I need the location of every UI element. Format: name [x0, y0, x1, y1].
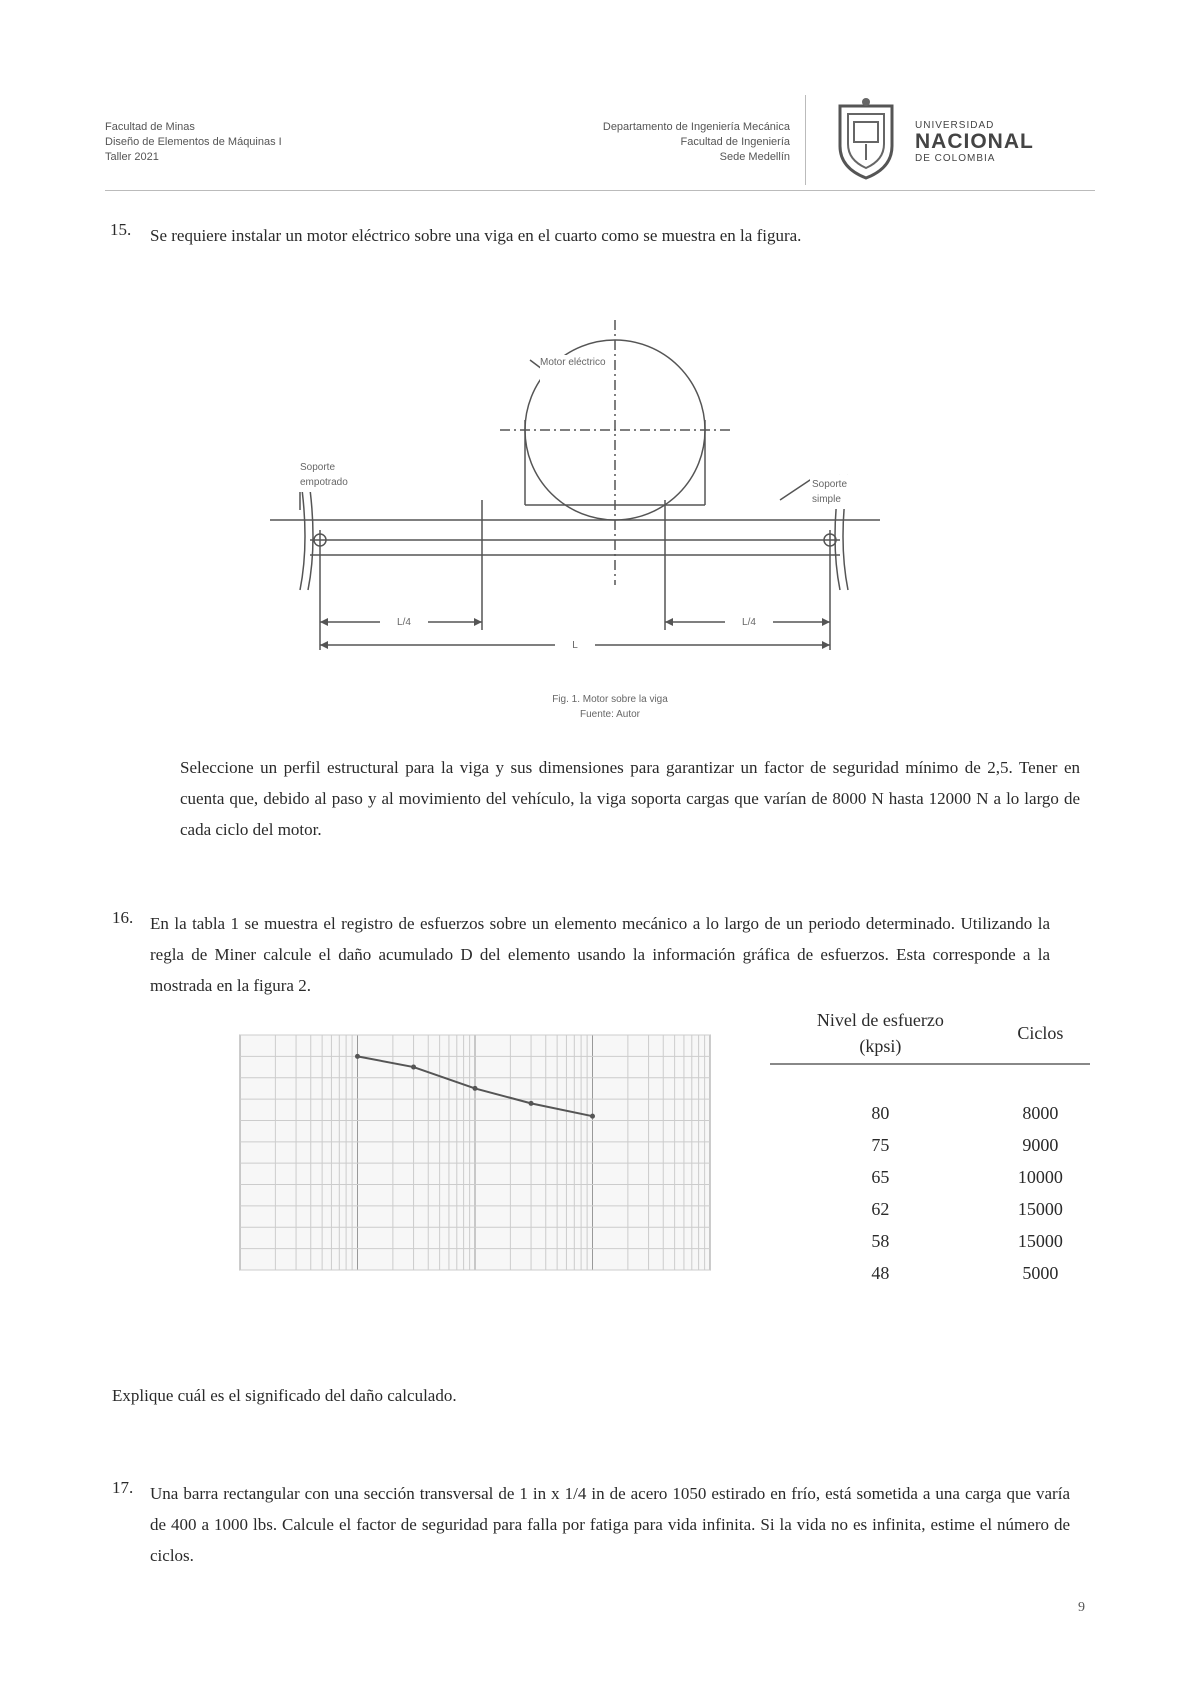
header-left [105, 120, 405, 165]
table-row: 48 5000 [871, 1262, 1059, 1283]
header-divider [805, 95, 806, 185]
sn-data-point [355, 1054, 360, 1059]
uni-top: UNIVERSIDAD [915, 120, 995, 131]
sn-data-point [529, 1101, 534, 1106]
col-stress-header: Nivel de esfuerzo (kpsi) [770, 1003, 991, 1064]
figure1-caption-line: Fig. 1. Motor sobre la viga [552, 694, 668, 705]
sn-data-point [473, 1086, 478, 1091]
uni-bottom: DE COLOMBIA [915, 153, 996, 164]
table-row: 58 15000 [871, 1230, 1063, 1251]
header-mid-line: Departamento de Ingeniería Mecánica [602, 121, 790, 133]
table-header-row [770, 1003, 1090, 1064]
col-cycles-header: Ciclos [991, 1003, 1090, 1064]
university-seal-icon [832, 96, 900, 180]
label-left-support: Soporte empotrado [300, 462, 348, 488]
header-middle [430, 120, 790, 165]
sn-data-point [590, 1114, 595, 1119]
dim-left: L/4 [397, 617, 411, 628]
dim-total: L [572, 640, 578, 651]
table-row: 75 9000 [871, 1134, 1059, 1155]
q16-text: En la tabla 1 se muestra el registro de esfuerzos sobre un elemento mecánico a lo largo de un periodo determinado. Utilizando la regla de Miner calcule el daño acumulado D del elemento usando la información gráfica de esfuerzos. Esta corresponde a la mostrada en la figura 2. [150, 914, 1050, 995]
header-left-line: Diseño de Elementos de Máquinas I [105, 136, 282, 148]
label-right-support: Soporte simple [812, 479, 848, 505]
figure1-caption-line: Fuente: Autor [579, 709, 641, 720]
header-rule [105, 190, 1095, 191]
sn-curve-chart [190, 1020, 730, 1305]
figure1-caption [470, 692, 750, 722]
table-row: 62 15000 [871, 1198, 1063, 1219]
header-left-line: Facultad de Minas [105, 121, 195, 133]
page-number: 9 [1078, 1600, 1085, 1615]
header-left-line: Taller 2021 [105, 151, 159, 163]
q16-number: 16. [112, 908, 134, 927]
university-wordmark [915, 120, 1034, 164]
header-mid-line: Sede Medellín [719, 151, 790, 163]
label-motor: Motor eléctrico [540, 357, 606, 368]
motor-beam-diagram [270, 300, 950, 680]
sn-data-point [411, 1065, 416, 1070]
dim-right: L/4 [742, 617, 756, 628]
q15-number: 15. [110, 220, 132, 239]
q17-text: Una barra rectangular con una sección transversal de 1 in x 1/4 in de acero 1050 estirado en frío, está sometida a una carga que varía de 400 a 1000 lbs. Calcule el factor de seguridad para falla por fatiga para vida infinita. Si la vida no es infinita, estime el número de ciclos. [150, 1484, 1070, 1565]
q16-explain: Explique cuál es el significado del daño calculado. [112, 1386, 457, 1405]
q15-text: Se requiere instalar un motor eléctrico sobre una viga en el cuarto como se muestra en la figura. [150, 226, 802, 245]
uni-main: NACIONAL [915, 130, 1034, 153]
table-row: 65 10000 [871, 1166, 1063, 1187]
table-row: 80 8000 [871, 1102, 1059, 1123]
stress-cycles-table [770, 1003, 1090, 1289]
q17-number: 17. [112, 1478, 134, 1497]
header-mid-line: Facultad de Ingeniería [680, 136, 790, 148]
q15-body: Seleccione un perfil estructural para la viga y sus dimensiones para garantizar un factor de seguridad mínimo de 2,5. Tener en cuenta que, debido al paso y al movimiento del vehículo, la viga soporta cargas que varían de 8000 N hasta 12000 N a lo largo de cada ciclo del motor. [180, 758, 1080, 839]
